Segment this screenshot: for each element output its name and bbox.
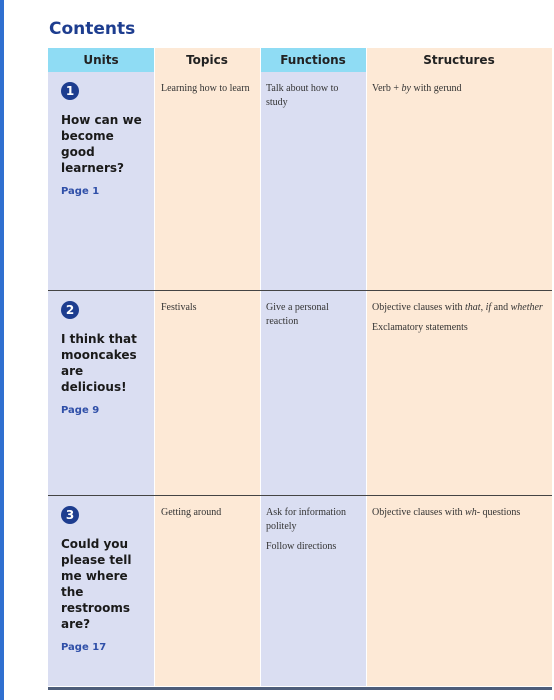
structure-text-part: Exclamatory statements xyxy=(372,322,468,333)
functions-cell xyxy=(266,82,360,116)
structure-keyword: whether xyxy=(510,302,543,313)
structure-text-part: with gerund xyxy=(410,83,462,94)
unit-title: Could you please tell me where the restrooms are? xyxy=(61,537,132,631)
topics-cell xyxy=(161,506,257,526)
structure-keyword: that xyxy=(465,302,481,313)
structure-text xyxy=(372,301,546,315)
column-header-functions: Functions xyxy=(260,48,366,72)
topic-text: Festivals xyxy=(161,302,197,313)
structures-cell xyxy=(372,301,546,341)
unit-title: How can we become good learners? xyxy=(61,113,142,175)
structure-text xyxy=(372,506,546,520)
unit-number-badge: 3 xyxy=(61,506,79,524)
functions-column-band xyxy=(260,72,366,686)
structure-keyword: by xyxy=(401,83,411,94)
topics-cell xyxy=(161,82,257,102)
function-text: Give a personal reaction xyxy=(266,302,329,327)
contents-table xyxy=(48,48,552,690)
column-header-units: Units xyxy=(48,48,154,72)
functions-cell xyxy=(266,506,360,560)
function-text: Follow directions xyxy=(266,541,337,552)
structure-text xyxy=(372,321,546,335)
functions-cell xyxy=(266,301,360,335)
structure-text-part: Objective clauses with xyxy=(372,507,466,518)
column-header-topics: Topics xyxy=(154,48,260,72)
structures-cell xyxy=(372,506,546,526)
topics-cell xyxy=(161,301,257,321)
unit-page-link[interactable]: Page 9 xyxy=(61,405,100,416)
structures-cell xyxy=(372,82,546,102)
function-text: Ask for information politely xyxy=(266,507,346,532)
structure-text-part: Objective clauses with xyxy=(372,302,466,313)
structure-keyword: if xyxy=(485,302,492,313)
row-divider xyxy=(48,495,552,496)
structure-text-part: Verb + xyxy=(372,83,402,94)
unit-page-link[interactable]: Page 17 xyxy=(61,642,107,653)
unit-number-badge: 2 xyxy=(61,301,79,319)
row-divider xyxy=(48,290,552,291)
function-text: Talk about how to study xyxy=(266,83,339,108)
unit-page-link[interactable]: Page 1 xyxy=(61,186,100,197)
structure-text-part: questions xyxy=(480,507,521,518)
topic-text: Getting around xyxy=(161,507,222,518)
column-header-structures: Structures xyxy=(366,48,552,72)
structure-keyword: wh- xyxy=(465,507,481,518)
column-divider xyxy=(366,48,367,686)
structures-column-band xyxy=(366,72,552,686)
column-divider xyxy=(154,48,155,686)
structure-text xyxy=(372,82,546,96)
structure-text-part: , xyxy=(480,302,486,313)
left-edge-rule xyxy=(0,0,4,700)
unit-title: I think that mooncakes are delicious! xyxy=(61,332,137,394)
page-heading: Contents xyxy=(49,19,136,39)
table-bottom-rule xyxy=(48,687,552,690)
structure-text-part: and xyxy=(491,302,511,313)
topics-column-band xyxy=(154,72,260,686)
unit-number-badge: 1 xyxy=(61,82,79,100)
column-divider xyxy=(260,48,261,686)
topic-text: Learning how to learn xyxy=(161,83,250,94)
